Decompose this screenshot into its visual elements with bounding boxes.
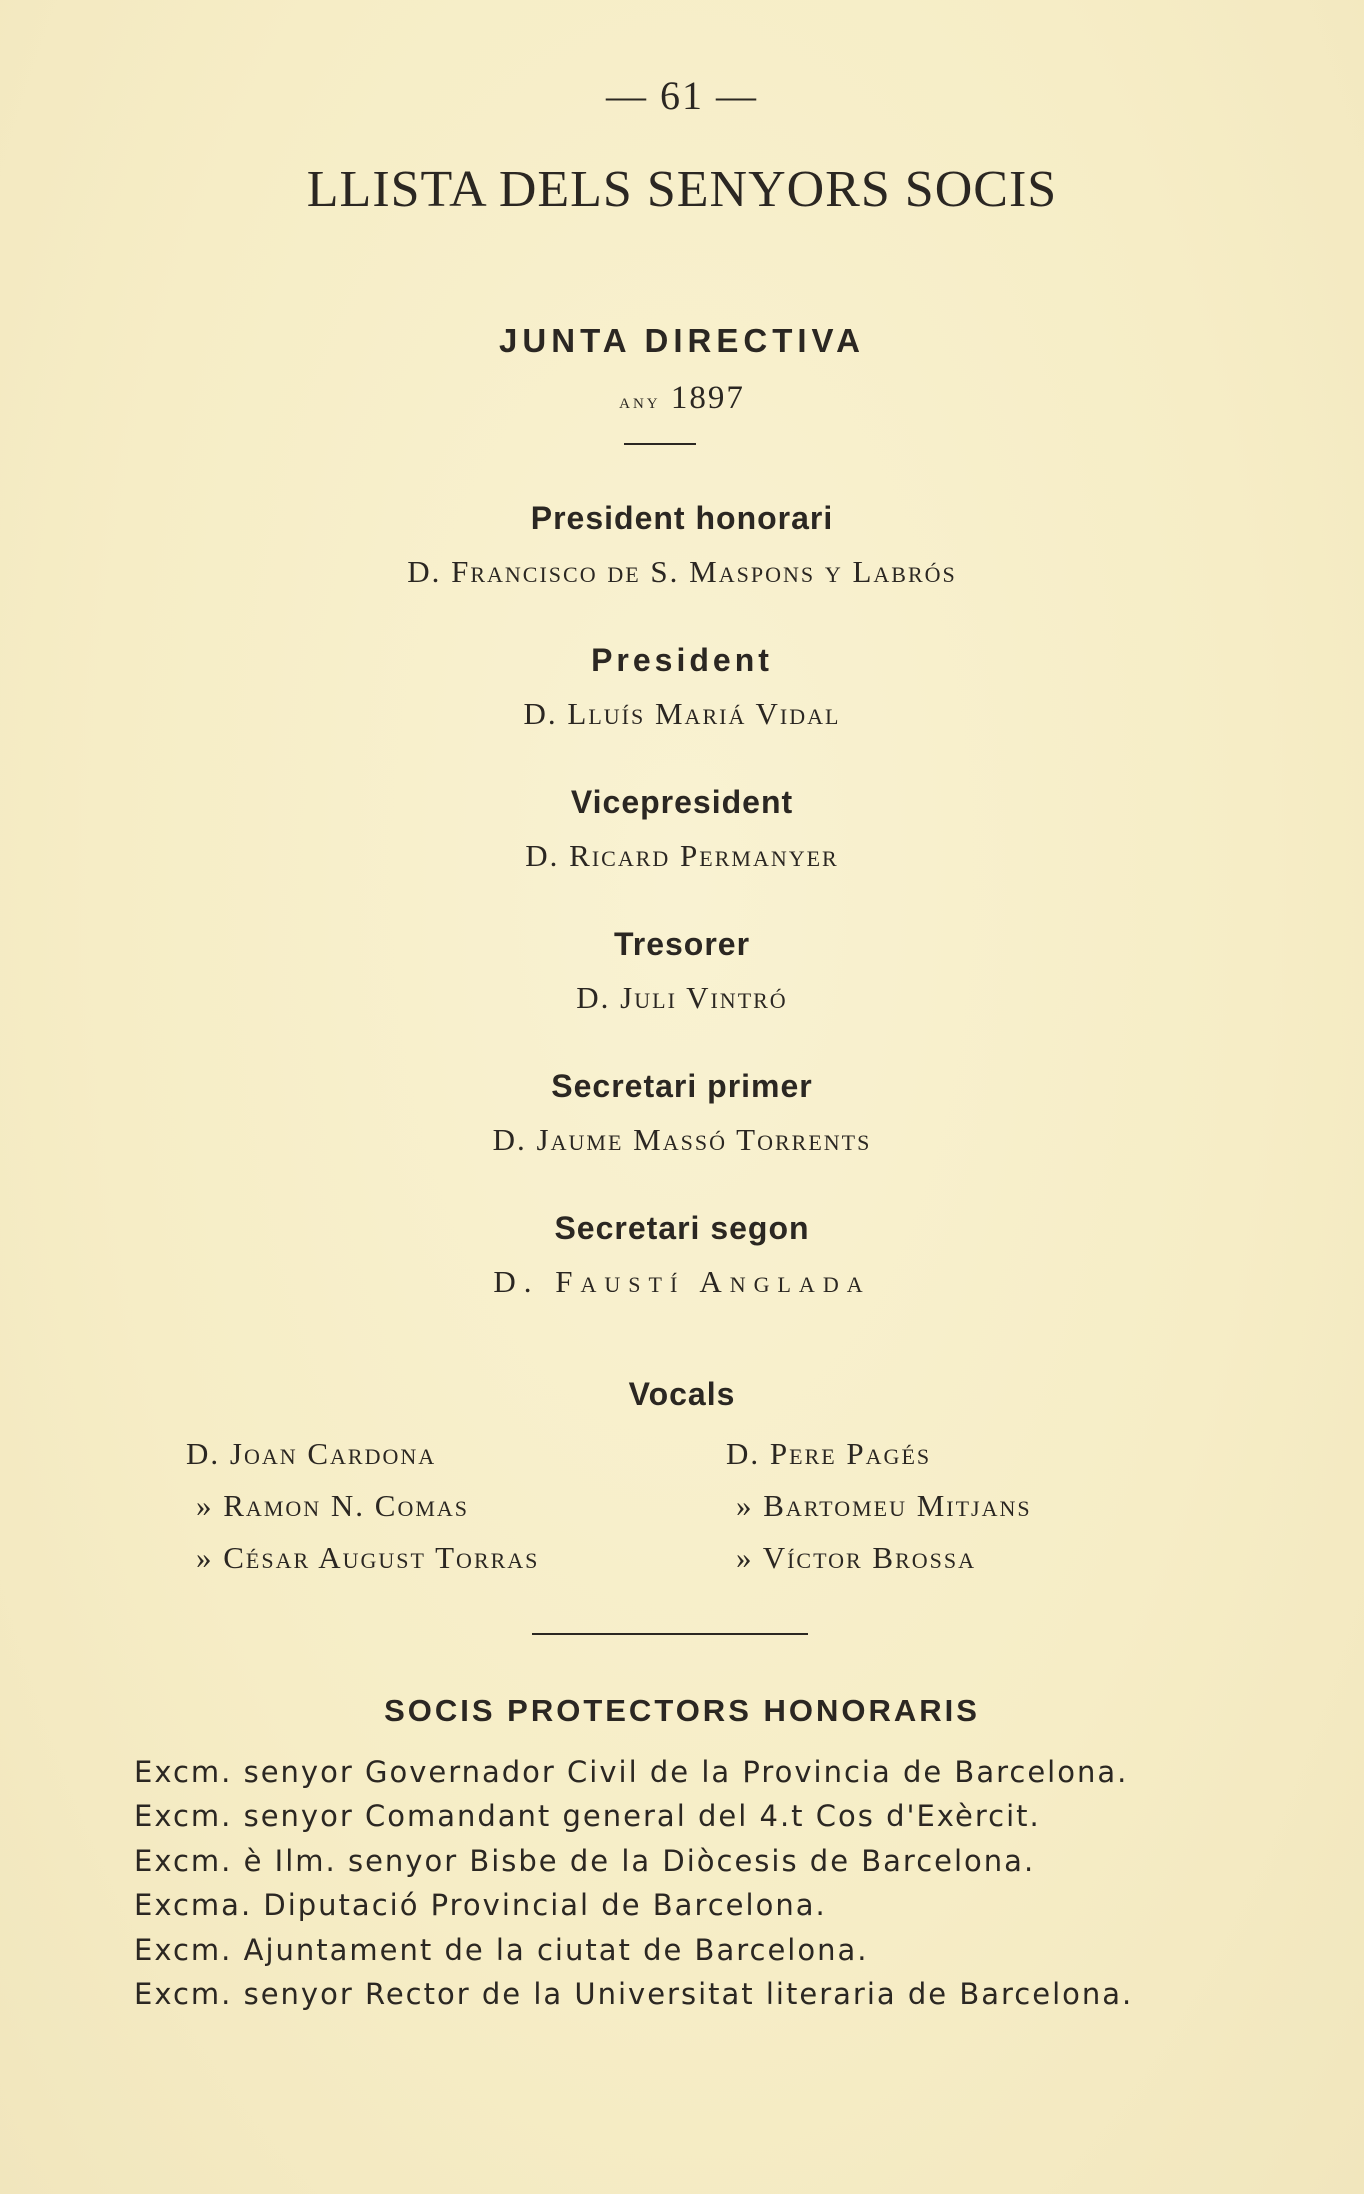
protector-item: Excm. è Ilm. senyor Bisbe de la Diòcesis de Barcelona.: [134, 1843, 1036, 1878]
divider-short: [624, 443, 696, 445]
protector-item: Excm. senyor Comandant general del 4.t Cos d'Exèrcit.: [134, 1799, 1041, 1834]
officer-name: D. Lluís Mariá Vidal: [523, 696, 841, 731]
vocal-member: » Ramon N. Comas: [196, 1488, 470, 1523]
vocals-heading: Vocals: [628, 1376, 736, 1412]
officer-role: President: [591, 642, 773, 678]
officer-name: D. Juli Vintró: [576, 980, 788, 1015]
vocal-member: » Bartomeu Mitjans: [736, 1488, 1032, 1523]
officer-role: Secretari primer: [551, 1068, 813, 1104]
officer-name: D. Faustí Anglada: [493, 1264, 871, 1299]
protector-item: Excma. Diputació Provincial de Barcelona.: [134, 1888, 827, 1923]
officer-name: D. Jaume Massó Torrents: [492, 1122, 872, 1157]
divider-long: [532, 1633, 808, 1635]
page-title: LLISTA DELS SENYORS SOCIS: [306, 161, 1058, 218]
officer-name: D. Francisco de S. Maspons y Labrós: [407, 554, 957, 589]
page-number: — 61 —: [606, 73, 758, 118]
protector-item: Excm. senyor Rector de la Universitat literaria de Barcelona.: [134, 1977, 1134, 2012]
officer-role: Vicepresident: [570, 784, 794, 820]
vocal-member: » Víctor Brossa: [736, 1540, 977, 1575]
officer-name: D. Ricard Permanyer: [525, 838, 839, 873]
vocal-member: D. Pere Pagés: [726, 1436, 932, 1471]
protector-item: Excm. senyor Governador Civil de la Provincia de Barcelona.: [134, 1755, 1129, 1789]
board-year: 1897: [670, 380, 745, 416]
board-heading: JUNTA DIRECTIVA: [499, 322, 865, 359]
officer-role: President honorari: [530, 500, 834, 536]
protectors-heading: SOCIS PROTECTORS HONORARIS: [384, 1693, 980, 1728]
protector-item: Excm. Ajuntament de la ciutat de Barcelona.: [134, 1932, 869, 1967]
officer-role: Secretari segon: [554, 1210, 810, 1246]
officer-role: Tresorer: [613, 926, 751, 962]
protectors-list: [134, 1750, 1254, 2016]
board-year-prefix: any: [619, 388, 661, 413]
vocal-member: D. Joan Cardona: [186, 1436, 437, 1471]
board-year-line: [0, 380, 1364, 417]
vocal-member: » César August Torras: [196, 1540, 540, 1575]
